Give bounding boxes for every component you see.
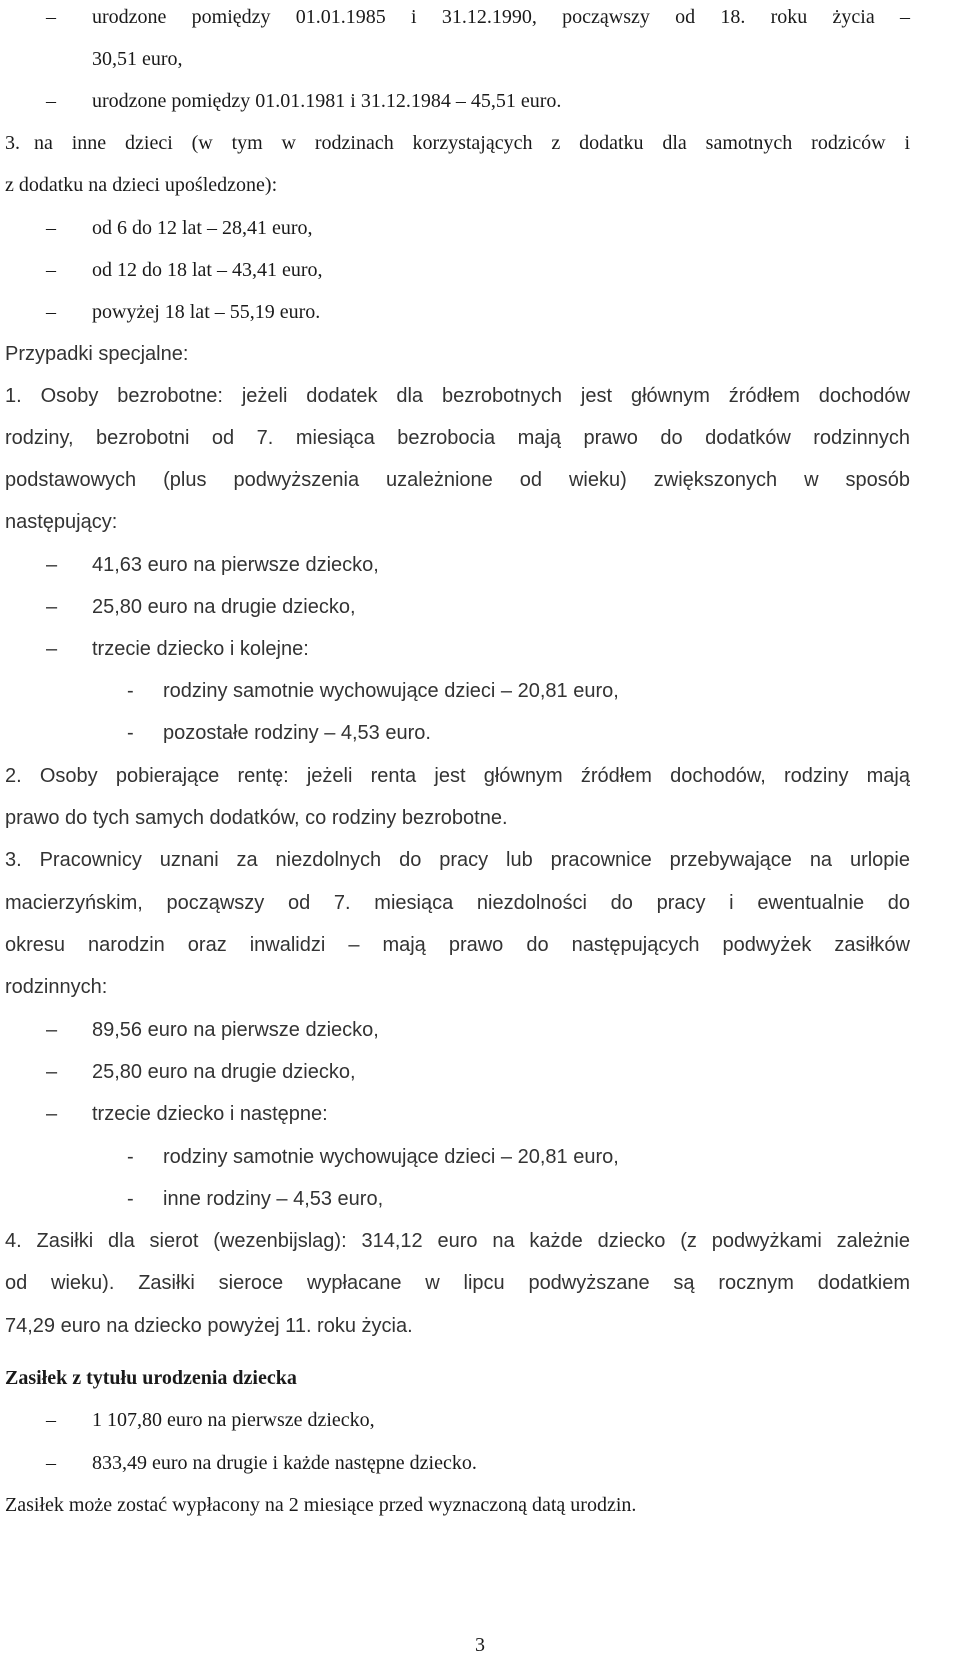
list-item: od 6 do 12 lat – 28,41 euro, bbox=[92, 217, 313, 239]
list-item: 833,49 euro na drugie i każde następne dziecko. bbox=[92, 1452, 477, 1474]
item-text: na inne dzieci (w tym w rodzinach korzystających z dodatku dla samotnych rodziców i bbox=[34, 132, 910, 154]
section-heading: Zasiłek z tytułu urodzenia dziecka bbox=[5, 1367, 297, 1389]
sublist-item: rodziny samotnie wychowujące dzieci – 20,81 euro, bbox=[163, 680, 619, 702]
paragraph-line: podstawowych (plus podwyższenia uzależnione od wieku) zwiększonych w sposób bbox=[5, 469, 910, 491]
list-dash: – bbox=[46, 1061, 58, 1083]
list-item: trzecie dziecko i następne: bbox=[92, 1103, 328, 1125]
paragraph-line: od wieku). Zasiłki sieroce wypłacane w lipcu podwyższane są rocznym dodatkiem bbox=[5, 1272, 910, 1294]
paragraph-line: 4. Zasiłki dla sierot (wezenbijslag): 314,12 euro na każde dziecko (z podwyżkami zależnie bbox=[5, 1230, 910, 1252]
list-item: 25,80 euro na drugie dziecko, bbox=[92, 1061, 356, 1083]
list-dash: – bbox=[46, 1409, 56, 1431]
paragraph-line: prawo do tych samych dodatków, co rodziny bezrobotne. bbox=[5, 807, 508, 829]
page-number: 3 bbox=[475, 1634, 485, 1656]
list-item-continuation: 30,51 euro, bbox=[92, 48, 183, 70]
list-item: urodzone pomiędzy 01.01.1985 i 31.12.1990, począwszy od 18. roku życia – bbox=[92, 6, 910, 28]
sublist-item: rodziny samotnie wychowujące dzieci – 20,81 euro, bbox=[163, 1146, 619, 1168]
paragraph-line: 1. Osoby bezrobotne: jeżeli dodatek dla bezrobotnych jest głównym źródłem dochodów bbox=[5, 385, 910, 407]
list-item: trzecie dziecko i kolejne: bbox=[92, 638, 309, 660]
sublist-hyphen: - bbox=[127, 1188, 134, 1210]
sublist-hyphen: - bbox=[127, 680, 134, 702]
item-number: 3. bbox=[5, 132, 20, 154]
sublist-hyphen: - bbox=[127, 1146, 134, 1168]
list-item: powyżej 18 lat – 55,19 euro. bbox=[92, 301, 321, 323]
note-text: Zasiłek może zostać wypłacony na 2 miesiące przed wyznaczoną datą urodzin. bbox=[5, 1494, 637, 1516]
paragraph-line: rodzinnych: bbox=[5, 976, 108, 998]
item-text: z dodatku na dzieci upośledzone): bbox=[5, 174, 278, 196]
sublist-item: pozostałe rodziny – 4,53 euro. bbox=[163, 722, 431, 744]
section-heading: Przypadki specjalne: bbox=[5, 343, 189, 365]
list-dash: – bbox=[46, 596, 58, 618]
list-item: od 12 do 18 lat – 43,41 euro, bbox=[92, 259, 323, 281]
list-item: 1 107,80 euro na pierwsze dziecko, bbox=[92, 1409, 375, 1431]
list-dash: – bbox=[46, 90, 56, 112]
list-dash: – bbox=[46, 1103, 58, 1125]
list-dash: – bbox=[46, 6, 56, 28]
list-dash: – bbox=[46, 217, 56, 239]
paragraph-line: rodziny, bezrobotni od 7. miesiąca bezrobocia mają prawo do dodatków rodzinnych bbox=[5, 427, 910, 449]
list-item: 25,80 euro na drugie dziecko, bbox=[92, 596, 356, 618]
list-dash: – bbox=[46, 259, 56, 281]
list-dash: – bbox=[46, 554, 58, 576]
list-dash: – bbox=[46, 638, 58, 660]
paragraph-line: okresu narodzin oraz inwalidzi – mają prawo do następujących podwyżek zasiłków bbox=[5, 934, 910, 956]
sublist-item: inne rodziny – 4,53 euro, bbox=[163, 1188, 384, 1210]
list-dash: – bbox=[46, 1452, 56, 1474]
list-dash: – bbox=[46, 301, 56, 323]
paragraph-line: macierzyńskim, począwszy od 7. miesiąca niezdolności do pracy i ewentualnie do bbox=[5, 892, 910, 914]
list-dash: – bbox=[46, 1019, 58, 1041]
paragraph-line: 74,29 euro na dziecko powyżej 11. roku życia. bbox=[5, 1315, 413, 1337]
list-item: urodzone pomiędzy 01.01.1981 i 31.12.1984 – 45,51 euro. bbox=[92, 90, 562, 112]
list-item: 41,63 euro na pierwsze dziecko, bbox=[92, 554, 379, 576]
list-item: 89,56 euro na pierwsze dziecko, bbox=[92, 1019, 379, 1041]
paragraph-line: 2. Osoby pobierające rentę: jeżeli renta jest głównym źródłem dochodów, rodziny mają bbox=[5, 765, 910, 787]
paragraph-line: 3. Pracownicy uznani za niezdolnych do pracy lub pracownice przebywające na urlopie bbox=[5, 849, 910, 871]
paragraph-line: następujący: bbox=[5, 511, 118, 533]
sublist-hyphen: - bbox=[127, 722, 134, 744]
